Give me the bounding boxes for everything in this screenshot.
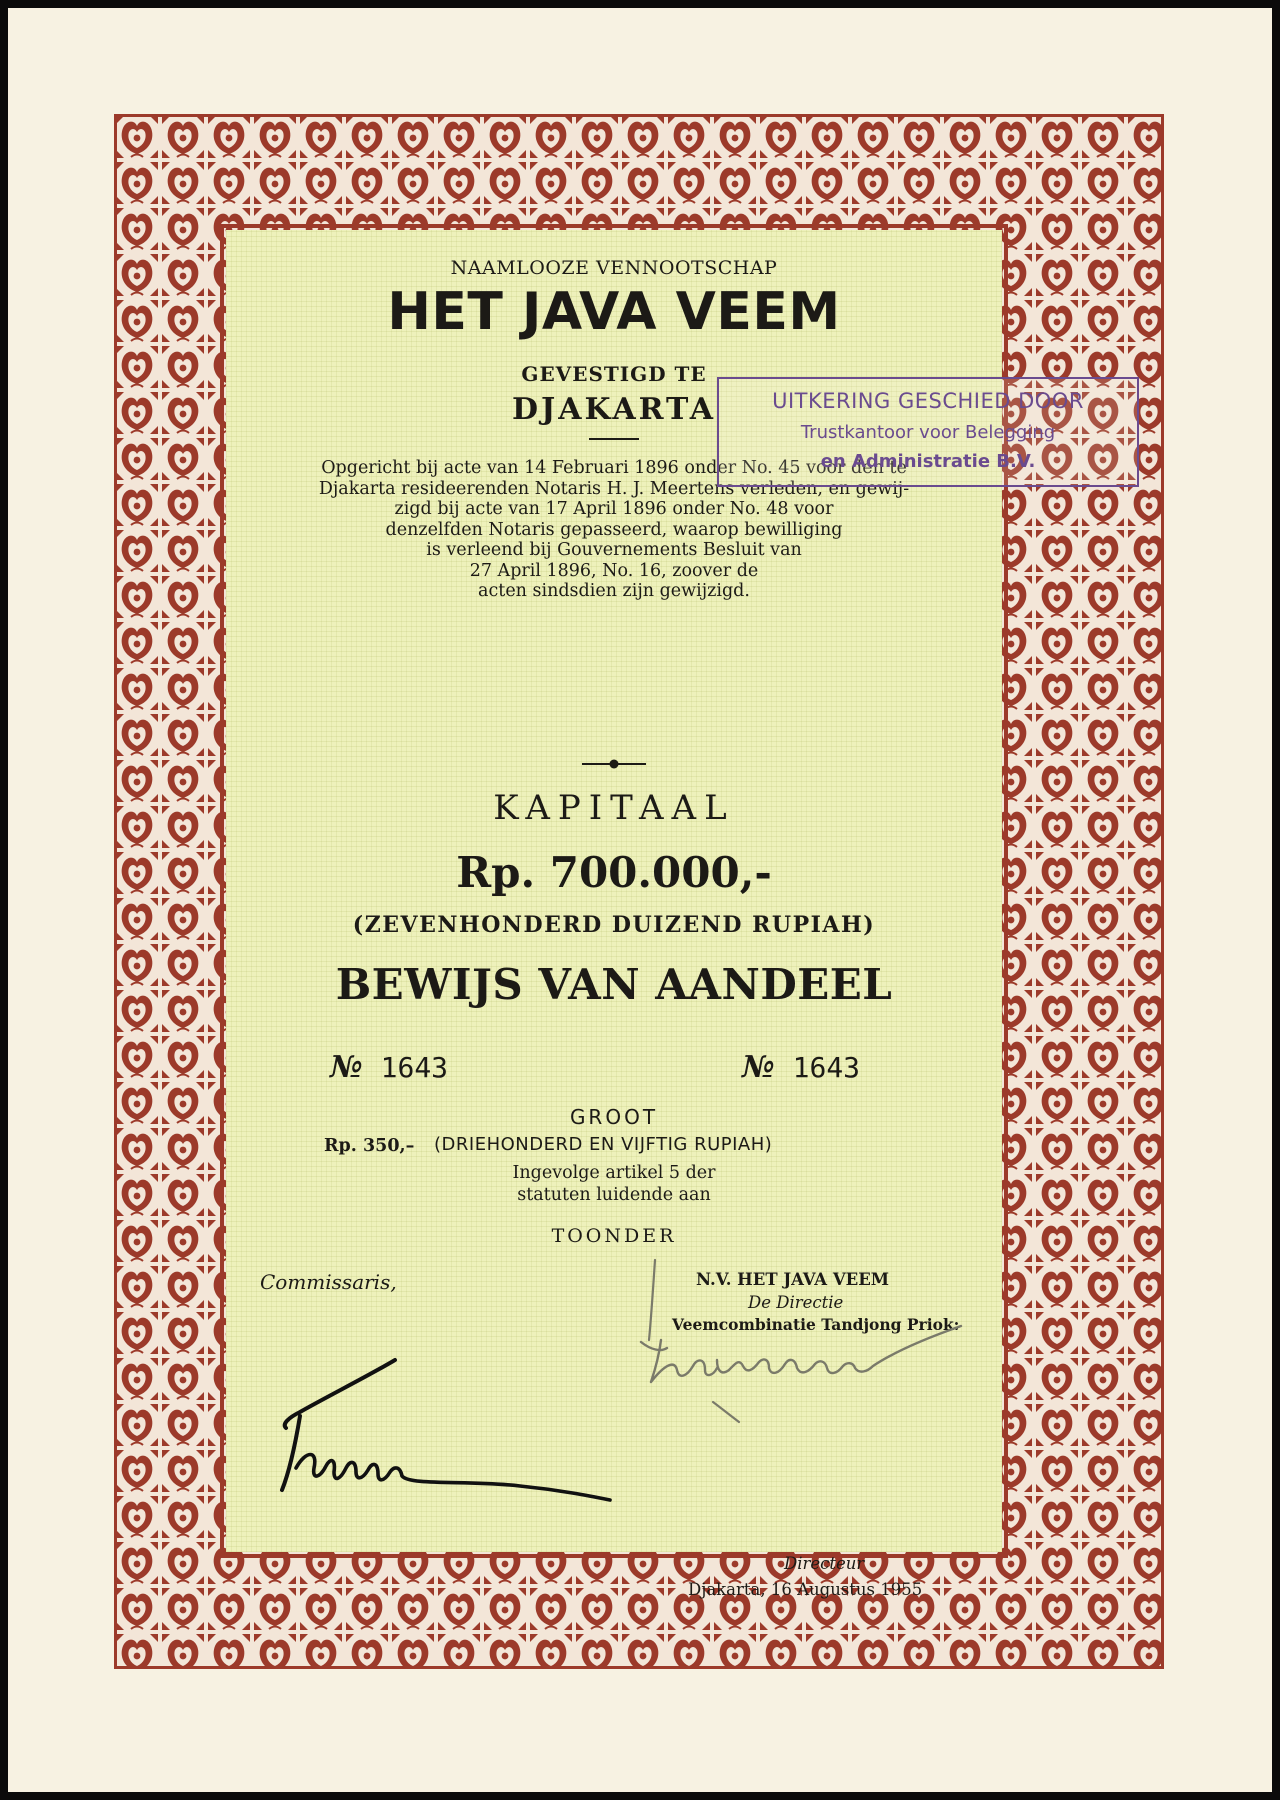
company-name: HET JAVA VEEM: [387, 282, 841, 342]
commissaris-signature: [260, 1350, 640, 1520]
seat-label: GEVESTIGD TE: [521, 362, 707, 386]
directie-label: De Directie: [748, 1293, 844, 1312]
signatory-company: N.V. HET JAVA VEEM: [696, 1270, 890, 1289]
founding-line: 27 April 1896, No. 16, zoover de: [469, 560, 759, 581]
share-value-words: (DRIEHONDERD EN VIJFTIG RUPIAH): [434, 1134, 773, 1155]
capital-words: (ZEVENHONDERD DUIZEND RUPIAH): [352, 912, 876, 938]
capital-amount: Rp. 700.000,-: [456, 848, 772, 897]
document-type: BEWIJS VAN AANDEEL: [335, 960, 893, 1009]
share-value: Rp. 350,–: [324, 1136, 415, 1156]
share-number: 1643: [792, 1051, 861, 1084]
founding-line: Djakarta resideerenden Notaris H. J. Meertens verleden, en gewij-: [318, 478, 910, 499]
founding-line: is verleend bij Gouvernements Besluit van: [426, 540, 802, 560]
director-label: Directeur: [784, 1554, 865, 1573]
divider-dash: [589, 438, 639, 440]
founding-line: denzelfden Notaris gepasseerd, waarop bewilliging: [385, 519, 843, 540]
share-number-left: [330, 1050, 448, 1085]
founding-line: zigd bij acte van 17 April 1896 onder No. 48 voor: [394, 499, 834, 519]
stamp-line-1: UITKERING GESCHIED DOOR: [772, 389, 1084, 413]
statute-line-2: statuten luidende aan: [517, 1185, 711, 1205]
certificate-paper: [8, 8, 1272, 1792]
founding-line: Opgericht bij acte van 14 Februari 1896 onder No. 45 voor den te: [321, 458, 907, 478]
dot-divider: [580, 758, 648, 770]
founding-line: acten sindsdien zijn gewijzigd.: [478, 581, 750, 601]
number-sign: №: [330, 1050, 363, 1085]
stamp-line-2: Trustkantoor voor Belegging: [800, 422, 1056, 443]
director-signature: [621, 1230, 991, 1430]
share-number: 1643: [380, 1051, 449, 1084]
combination-label: Veemcombinatie Tandjong Priok:: [672, 1315, 960, 1334]
seat-city: DJAKARTA: [512, 392, 716, 427]
ornamental-frame: [114, 114, 1164, 1669]
payment-stamp: [717, 377, 1139, 487]
share-number-right: [742, 1050, 860, 1085]
capital-label: KAPITAAL: [493, 788, 735, 828]
stamp-line-3: en Administratie B.V.: [820, 451, 1036, 472]
size-label: GROOT: [569, 1105, 659, 1129]
place-date: Djakarta, 16 Augustus 1955: [688, 1580, 923, 1599]
statute-line-1: Ingevolge artikel 5 der: [512, 1163, 716, 1183]
holder: TOONDER: [551, 1225, 677, 1247]
company-type: NAAMLOOZE VENNOOTSCHAP: [450, 257, 778, 279]
commissaris-label: Commissaris,: [260, 1270, 397, 1294]
number-sign: №: [742, 1050, 775, 1085]
